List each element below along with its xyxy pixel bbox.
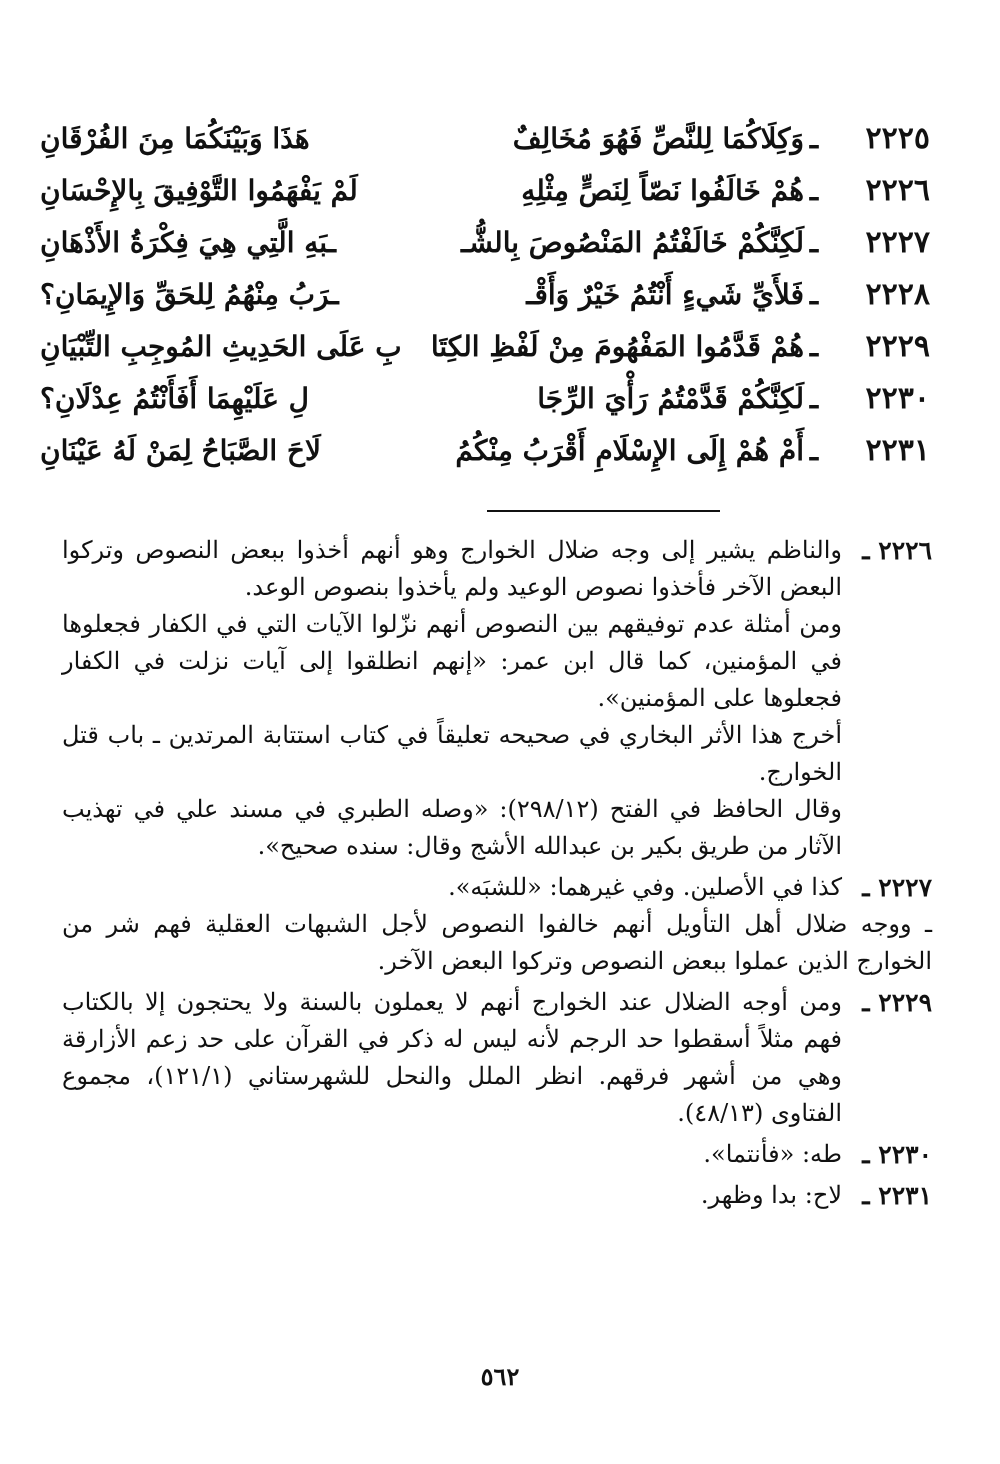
footnote-paragraph: كذا في الأصلين. وفي غيرهما: «للشبَه». — [448, 873, 842, 901]
footnote — [62, 869, 932, 980]
verse-number: ٢٢٣١ — [865, 432, 930, 468]
verse-second-hemistich: هَذَا وَبَيْنَكُمَا مِنَ الفُرْقَانِ — [40, 121, 310, 155]
verse-second-hemistich: لِ عَلَيْهِمَا أَفَأَنْتُمُ عِدْلَانِ؟ — [40, 381, 310, 415]
footnote-paragraph: والناظم يشير إلى وجه ضلال الخوارج وهو أنهم أخذوا ببعض النصوص وتركوا البعض الآخر فأخذوا نصوص الوعيد ولم يأخذوا بنصوص الوعد. — [62, 536, 843, 601]
footnote-paragraph: ـ ووجه ضلال أهل التأويل أنهم خالفوا النصوص لأجل الشبهات العقلية فهم شر من الخوارج الذين عملوا ببعض النصوص وتركوا البعض الآخر. — [62, 910, 932, 975]
verse-dash: ـ — [809, 277, 819, 311]
verse-number: ٢٢٢٩ — [865, 328, 930, 364]
verse-number: ٢٢٣٠ — [865, 380, 930, 416]
footnote-paragraph: أخرج هذا الأثر البخاري في صحيحه تعليقاً في كتاب استتابة المرتدين ـ باب قتل الخوارج. — [62, 721, 842, 786]
verse-second-hemistich: لَمْ يَفْهَمُوا التَّوْفِيقَ بِالإِحْسَانِ — [40, 173, 358, 207]
verse-block — [40, 112, 930, 476]
verse-dash: ـ — [809, 381, 819, 415]
verse-second-hemistich: ـرَبُ مِنْهُمُ لِلحَقِّ وَالإِيمَانِ؟ — [40, 277, 339, 311]
footnote-number: ٢٢٢٦ ـ — [862, 536, 932, 565]
footnote-number: ٢٢٢٧ ـ — [862, 873, 932, 902]
footnote-number: ٢٢٣١ ـ — [862, 1181, 932, 1210]
verse-dash: ـ — [809, 329, 819, 363]
page-number: ٥٦٢ — [480, 1362, 520, 1391]
footnotes — [62, 532, 932, 1218]
verse-row — [40, 424, 930, 476]
verse-second-hemistich: ـبَهِ الَّتِي هِيَ فِكْرَةُ الأَذْهَانِ — [40, 225, 336, 259]
verse-number: ٢٢٢٨ — [865, 276, 930, 312]
footnote — [62, 984, 932, 1132]
verse-dash: ـ — [809, 225, 819, 259]
verse-row — [40, 372, 930, 424]
verse-number: ٢٢٢٧ — [865, 224, 930, 260]
verse-first-hemistich: هُمْ قَدَّمُوا المَفْهُومَ مِنْ لَفْظِ الكِتَا — [430, 329, 804, 363]
footnote-paragraph: وقال الحافظ في الفتح (٢٩٨/١٢): «وصله الطبري في مسند علي في تهذيب الآثار من طريق بكير بن عبدالله الأشج وقال: سنده صحيح». — [62, 795, 843, 860]
verse-dash: ـ — [809, 173, 819, 207]
footnote-paragraph: ومن أوجه الضلال عند الخوارج أنهم لا يعملون بالسنة ولا يحتجون إلا بالكتاب فهم مثلاً أسقطوا حد الرجم لأنه ليس له ذكر في القرآن على حد زعم الأزارقة وهي من أشهر فرقهم. انظر الملل والنحل للشهرستاني (١٢١/١)، مجموع الفتاوى (٤٨/١٣). — [62, 988, 842, 1127]
verse-row — [40, 164, 930, 216]
verse-first-hemistich: لَكِنَّكُمْ خَالَفْتُمُ المَنْصُوصَ بِالشُّـ — [461, 225, 804, 259]
verse-dash: ـ — [809, 433, 819, 467]
footnote-paragraph: طه: «فأنتما». — [703, 1140, 842, 1168]
footnote — [62, 1136, 932, 1173]
verse-row — [40, 216, 930, 268]
verse-first-hemistich: هُمْ خَالَفُوا نَصّاً لِنَصٍّ مِثْلِهِ — [521, 173, 804, 207]
verse-first-hemistich: لَكِنَّكُمْ قَدَّمْتُمُ رَأْيَ الرِّجَا — [537, 381, 804, 415]
footnote-number: ٢٢٢٩ ـ — [862, 988, 932, 1017]
footnote-paragraph: ومن أمثلة عدم توفيقهم بين النصوص أنهم نزّلوا الآيات التي في الكفار فجعلوها في المؤمنين، كما قال ابن عمر: «إنهم انطلقوا إلى آيات نزلت في الكفار فجعلوها على المؤمنين». — [62, 610, 842, 712]
footnote — [62, 1177, 932, 1214]
verse-first-hemistich: وَكِلَاكُمَا لِلنَّصِّ فَهُوَ مُخَالِفٌ — [512, 121, 804, 155]
verse-first-hemistich: أَمْ هُمْ إِلَى الإِسْلَامِ أَقْرَبُ مِنْكُمُ — [455, 433, 804, 467]
footnote-paragraph: لاح: بدا وظهر. — [700, 1181, 842, 1209]
verse-number: ٢٢٢٥ — [865, 120, 930, 156]
verse-row — [40, 112, 930, 164]
verse-dash: ـ — [809, 121, 819, 155]
verse-second-hemistich: بِ عَلَى الحَدِيثِ المُوجِبِ التِّبْيَانِ — [40, 329, 402, 363]
footnote-number: ٢٢٣٠ ـ — [862, 1140, 932, 1169]
verse-number: ٢٢٢٦ — [865, 172, 930, 208]
verse-second-hemistich: لَاحَ الصَّبَاحُ لِمَنْ لَهُ عَيْنَانِ — [40, 433, 321, 467]
verse-first-hemistich: فَلأَيِّ شَيءٍ أَنْتُمُ خَيْرٌ وَأَقْـ — [526, 277, 804, 311]
verse-row — [40, 320, 930, 372]
footnote-separator — [487, 510, 720, 512]
footnote — [62, 532, 932, 865]
verse-row — [40, 268, 930, 320]
